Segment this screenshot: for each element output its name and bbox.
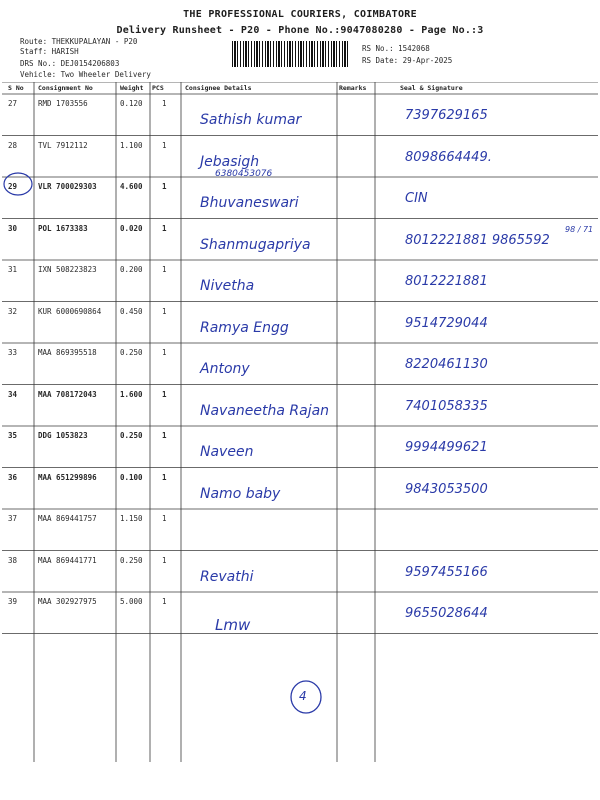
consignee-name-handwritten: Namo baby <box>200 485 281 502</box>
consignee-name-handwritten: Navaneetha Rajan <box>200 402 330 419</box>
row-pcs: 1 <box>162 555 167 565</box>
consignee-name-handwritten: Revathi <box>200 568 254 585</box>
row-weight: 0.100 <box>120 472 143 482</box>
signature-phone-handwritten: 7401058335 <box>405 398 488 414</box>
row-sno: 37 <box>8 514 18 523</box>
consignee-name-handwritten: Shanmugapriya <box>200 236 311 253</box>
row-sno: 31 <box>8 265 18 274</box>
column-header-weight: Weight <box>120 84 144 92</box>
signature-extra-digits: 98 / 71 <box>565 224 594 234</box>
consignee-phone-handwritten: 6380453076 <box>215 168 273 179</box>
row-weight: 1.600 <box>120 389 143 399</box>
row-consignment-no: RMD 1703556 <box>38 99 88 108</box>
row-consignment-no: VLR 700029303 <box>38 182 97 191</box>
row-consignment-no: MAA 302927975 <box>38 597 97 606</box>
row-weight: 0.250 <box>120 348 143 357</box>
row-sno: 33 <box>8 348 18 357</box>
row-consignment-no: POL 1673383 <box>38 223 88 233</box>
row-pcs: 1 <box>162 306 167 316</box>
staff-text: Staff: HARISH <box>20 47 79 56</box>
column-header-sno: S No <box>8 84 24 92</box>
consignee-name-handwritten: Nivetha <box>200 278 255 294</box>
circled-sno-29 <box>2 170 36 198</box>
row-weight: 0.250 <box>120 431 143 440</box>
signature-phone-handwritten: 9514729044 <box>405 315 488 331</box>
row-weight: 0.020 <box>120 223 143 233</box>
signature-phone-handwritten: 9655028644 <box>405 606 488 621</box>
row-consignment-no: MAA 869441771 <box>38 555 97 565</box>
row-weight: 0.250 <box>120 555 143 565</box>
row-weight: 4.600 <box>120 182 143 191</box>
signature-phone-handwritten: 8220461130 <box>405 357 488 372</box>
row-pcs: 1 <box>162 265 167 274</box>
row-consignment-no: DDG 1053823 <box>38 431 88 440</box>
consignee-name-handwritten: Sathish kumar <box>200 112 302 128</box>
row-sno: 38 <box>8 555 18 565</box>
signature-phone-handwritten: 7397629165 <box>405 108 488 123</box>
signature-phone-handwritten: 9994499621 <box>405 440 488 455</box>
row-consignment-no: TVL 7912112 <box>38 140 88 150</box>
signature-phone-handwritten: CIN <box>405 191 428 206</box>
row-pcs: 1 <box>162 182 167 191</box>
row-weight: 1.150 <box>120 514 143 523</box>
drs-number: DRS No.: DEJ0154206803 <box>20 59 120 68</box>
route-text: Route: THEKKUPALAYAN - P20 <box>20 37 138 46</box>
consignee-name-handwritten: Jebasigh <box>200 153 260 170</box>
consignee-name-handwritten: Naveen <box>200 444 254 460</box>
row-weight: 0.120 <box>120 99 143 108</box>
consignee-name-handwritten: Antony <box>200 361 250 377</box>
row-consignment-no: MAA 869441757 <box>38 514 97 523</box>
row-pcs: 1 <box>162 514 167 523</box>
column-header-remarks: Remarks <box>339 84 367 92</box>
consignee-name-handwritten: Bhuvaneswari <box>200 195 299 211</box>
row-pcs: 1 <box>162 431 167 440</box>
column-header-consignee: Consignee Details <box>185 84 252 92</box>
row-sno: 35 <box>8 431 18 440</box>
row-pcs: 1 <box>162 223 167 233</box>
row-consignment-no: IXN 508223823 <box>38 265 97 274</box>
row-sno: 27 <box>8 99 18 108</box>
vehicle-text: Vehicle: Two Wheeler Delivery <box>20 70 151 79</box>
row-consignment-no: MAA 651299896 <box>38 472 97 482</box>
row-sno: 32 <box>8 306 18 316</box>
signature-phone-handwritten: 9843053500 <box>405 481 488 497</box>
row-sno: 30 <box>8 223 18 233</box>
signature-phone-handwritten: 8012221881 <box>405 274 488 289</box>
row-sno: 29 <box>8 182 18 191</box>
row-pcs: 1 <box>162 99 167 108</box>
column-header-pcs: PCS <box>152 84 164 92</box>
signature-phone-handwritten: 9597455166 <box>405 564 488 580</box>
row-sno: 36 <box>8 472 18 482</box>
row-sno: 34 <box>8 389 18 399</box>
row-consignment-no: KUR 6000690864 <box>38 306 102 316</box>
row-weight: 5.000 <box>120 597 143 606</box>
company-title: THE PROFESSIONAL COURIERS, COIMBATORE <box>183 9 417 20</box>
row-pcs: 1 <box>162 348 167 357</box>
column-header-signature: Seal & Signature <box>400 84 463 92</box>
row-consignment-no: MAA 708172043 <box>38 389 97 399</box>
row-pcs: 1 <box>162 597 167 606</box>
row-weight: 0.450 <box>120 306 143 316</box>
page-number-mark: 4 <box>299 689 307 703</box>
barcode <box>232 41 350 67</box>
row-pcs: 1 <box>162 472 167 482</box>
row-weight: 1.100 <box>120 140 143 150</box>
row-pcs: 1 <box>162 389 167 399</box>
row-sno: 39 <box>8 597 18 606</box>
rs-date: RS Date: 29-Apr-2025 <box>362 56 453 65</box>
rs-number: RS No.: 1542068 <box>362 44 430 53</box>
consignee-name-handwritten: Ramya Engg <box>200 319 289 336</box>
row-weight: 0.200 <box>120 265 143 274</box>
signature-phone-handwritten: 8098664449. <box>405 149 492 165</box>
signature-phone-handwritten: 8012221881 9865592 <box>405 232 550 248</box>
column-header-consignment: Consignment No <box>38 84 93 92</box>
row-consignment-no: MAA 869395518 <box>38 348 97 357</box>
row-pcs: 1 <box>162 140 167 150</box>
handwritten-name-lmw: Lmw <box>215 616 251 634</box>
runsheet-title: Delivery Runsheet - P20 - Phone No.:9047080280 - Page No.:3 <box>116 25 484 36</box>
row-sno: 28 <box>8 140 18 150</box>
